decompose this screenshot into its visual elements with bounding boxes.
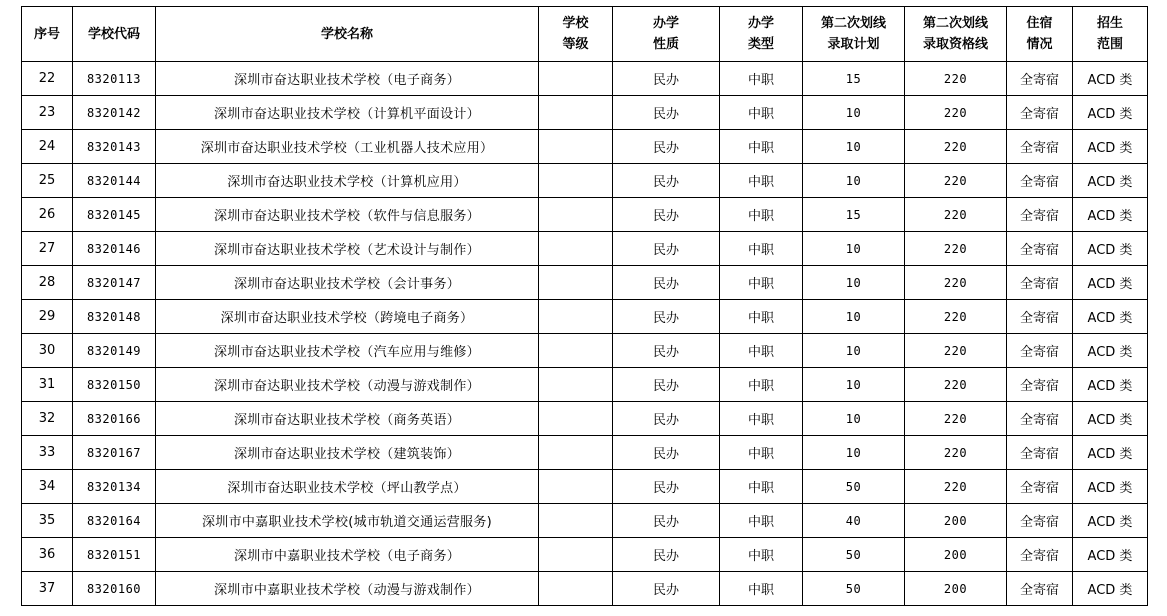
- header-code: 学校代码: [73, 7, 156, 62]
- cell-code: 8320147: [73, 266, 156, 300]
- cell-type: 中职: [720, 62, 803, 96]
- cell-line: 200: [905, 504, 1007, 538]
- cell-name: 深圳市奋达职业技术学校（汽车应用与维修）: [156, 334, 539, 368]
- cell-code: 8320134: [73, 470, 156, 504]
- cell-code: 8320164: [73, 504, 156, 538]
- cell-grade: [539, 232, 613, 266]
- cell-plan: 10: [803, 130, 905, 164]
- admission-table: [21, 6, 1148, 606]
- cell-grade: [539, 402, 613, 436]
- cell-line: 220: [905, 266, 1007, 300]
- cell-nature: 民办: [613, 402, 720, 436]
- cell-code: 8320148: [73, 300, 156, 334]
- cell-grade: [539, 436, 613, 470]
- cell-plan: 10: [803, 436, 905, 470]
- cell-board: 全寄宿: [1007, 334, 1073, 368]
- cell-name: 深圳市中嘉职业技术学校(城市轨道交通运营服务): [156, 504, 539, 538]
- cell-type: 中职: [720, 504, 803, 538]
- table-row: [22, 62, 1148, 96]
- cell-name: 深圳市奋达职业技术学校（艺术设计与制作）: [156, 232, 539, 266]
- cell-board: 全寄宿: [1007, 300, 1073, 334]
- cell-scope: ACD 类: [1073, 130, 1148, 164]
- cell-type: 中职: [720, 300, 803, 334]
- table-row: [22, 130, 1148, 164]
- cell-line: 220: [905, 470, 1007, 504]
- cell-line: 220: [905, 164, 1007, 198]
- cell-scope: ACD 类: [1073, 504, 1148, 538]
- header-type: 办学 类型: [720, 7, 803, 62]
- cell-grade: [539, 96, 613, 130]
- cell-grade: [539, 572, 613, 606]
- cell-plan: 40: [803, 504, 905, 538]
- cell-board: 全寄宿: [1007, 232, 1073, 266]
- cell-line: 220: [905, 300, 1007, 334]
- cell-seq: 36: [22, 538, 73, 572]
- cell-seq: 24: [22, 130, 73, 164]
- cell-line: 220: [905, 368, 1007, 402]
- table-header: [22, 7, 1148, 62]
- cell-scope: ACD 类: [1073, 538, 1148, 572]
- cell-nature: 民办: [613, 300, 720, 334]
- cell-code: 8320150: [73, 368, 156, 402]
- cell-name: 深圳市奋达职业技术学校（软件与信息服务）: [156, 198, 539, 232]
- cell-line: 200: [905, 538, 1007, 572]
- header-scope: 招生 范围: [1073, 7, 1148, 62]
- cell-grade: [539, 266, 613, 300]
- cell-scope: ACD 类: [1073, 164, 1148, 198]
- cell-scope: ACD 类: [1073, 266, 1148, 300]
- cell-type: 中职: [720, 470, 803, 504]
- cell-seq: 34: [22, 470, 73, 504]
- cell-seq: 23: [22, 96, 73, 130]
- cell-nature: 民办: [613, 164, 720, 198]
- cell-nature: 民办: [613, 130, 720, 164]
- table-row: [22, 334, 1148, 368]
- cell-grade: [539, 368, 613, 402]
- table-row: [22, 538, 1148, 572]
- cell-code: 8320151: [73, 538, 156, 572]
- cell-seq: 31: [22, 368, 73, 402]
- cell-line: 200: [905, 572, 1007, 606]
- cell-nature: 民办: [613, 198, 720, 232]
- cell-line: 220: [905, 96, 1007, 130]
- cell-seq: 35: [22, 504, 73, 538]
- header-nature: 办学 性质: [613, 7, 720, 62]
- cell-seq: 29: [22, 300, 73, 334]
- cell-plan: 15: [803, 62, 905, 96]
- table-row: [22, 436, 1148, 470]
- cell-nature: 民办: [613, 572, 720, 606]
- cell-code: 8320142: [73, 96, 156, 130]
- cell-scope: ACD 类: [1073, 334, 1148, 368]
- cell-nature: 民办: [613, 538, 720, 572]
- header-line: 第二次划线 录取资格线: [905, 7, 1007, 62]
- cell-grade: [539, 300, 613, 334]
- cell-code: 8320113: [73, 62, 156, 96]
- cell-plan: 10: [803, 96, 905, 130]
- cell-plan: 15: [803, 198, 905, 232]
- header-name: 学校名称: [156, 7, 539, 62]
- cell-code: 8320167: [73, 436, 156, 470]
- table-body: [22, 62, 1148, 606]
- table-row: [22, 300, 1148, 334]
- cell-plan: 10: [803, 164, 905, 198]
- cell-grade: [539, 470, 613, 504]
- table-row: [22, 470, 1148, 504]
- cell-line: 220: [905, 232, 1007, 266]
- cell-scope: ACD 类: [1073, 436, 1148, 470]
- cell-code: 8320145: [73, 198, 156, 232]
- cell-grade: [539, 164, 613, 198]
- cell-seq: 37: [22, 572, 73, 606]
- cell-name: 深圳市奋达职业技术学校（电子商务）: [156, 62, 539, 96]
- cell-seq: 22: [22, 62, 73, 96]
- cell-scope: ACD 类: [1073, 300, 1148, 334]
- table-row: [22, 198, 1148, 232]
- cell-code: 8320149: [73, 334, 156, 368]
- cell-type: 中职: [720, 572, 803, 606]
- cell-seq: 30: [22, 334, 73, 368]
- cell-grade: [539, 130, 613, 164]
- cell-board: 全寄宿: [1007, 198, 1073, 232]
- cell-name: 深圳市奋达职业技术学校（商务英语）: [156, 402, 539, 436]
- cell-nature: 民办: [613, 96, 720, 130]
- cell-plan: 10: [803, 232, 905, 266]
- cell-scope: ACD 类: [1073, 232, 1148, 266]
- admission-table-wrapper: [21, 6, 1148, 606]
- cell-type: 中职: [720, 436, 803, 470]
- table-row: [22, 572, 1148, 606]
- cell-seq: 32: [22, 402, 73, 436]
- cell-seq: 28: [22, 266, 73, 300]
- cell-name: 深圳市奋达职业技术学校（计算机平面设计）: [156, 96, 539, 130]
- cell-type: 中职: [720, 402, 803, 436]
- cell-type: 中职: [720, 164, 803, 198]
- cell-code: 8320166: [73, 402, 156, 436]
- cell-scope: ACD 类: [1073, 96, 1148, 130]
- table-row: [22, 368, 1148, 402]
- cell-nature: 民办: [613, 368, 720, 402]
- cell-board: 全寄宿: [1007, 402, 1073, 436]
- table-row: [22, 96, 1148, 130]
- cell-code: 8320143: [73, 130, 156, 164]
- cell-scope: ACD 类: [1073, 198, 1148, 232]
- cell-code: 8320146: [73, 232, 156, 266]
- cell-type: 中职: [720, 96, 803, 130]
- table-row: [22, 232, 1148, 266]
- cell-board: 全寄宿: [1007, 96, 1073, 130]
- header-grade: 学校 等级: [539, 7, 613, 62]
- cell-grade: [539, 198, 613, 232]
- cell-line: 220: [905, 130, 1007, 164]
- cell-seq: 33: [22, 436, 73, 470]
- header-seq: 序号: [22, 7, 73, 62]
- cell-line: 220: [905, 334, 1007, 368]
- cell-line: 220: [905, 436, 1007, 470]
- cell-name: 深圳市奋达职业技术学校（坪山教学点）: [156, 470, 539, 504]
- cell-nature: 民办: [613, 232, 720, 266]
- cell-board: 全寄宿: [1007, 164, 1073, 198]
- cell-seq: 27: [22, 232, 73, 266]
- cell-name: 深圳市中嘉职业技术学校（动漫与游戏制作）: [156, 572, 539, 606]
- cell-plan: 50: [803, 572, 905, 606]
- header-plan: 第二次划线 录取计划: [803, 7, 905, 62]
- cell-scope: ACD 类: [1073, 402, 1148, 436]
- cell-name: 深圳市奋达职业技术学校（建筑装饰）: [156, 436, 539, 470]
- cell-scope: ACD 类: [1073, 368, 1148, 402]
- cell-line: 220: [905, 62, 1007, 96]
- cell-plan: 50: [803, 470, 905, 504]
- cell-name: 深圳市奋达职业技术学校（计算机应用）: [156, 164, 539, 198]
- cell-type: 中职: [720, 130, 803, 164]
- header-row: [22, 7, 1148, 62]
- cell-scope: ACD 类: [1073, 572, 1148, 606]
- cell-board: 全寄宿: [1007, 470, 1073, 504]
- cell-grade: [539, 62, 613, 96]
- cell-type: 中职: [720, 266, 803, 300]
- cell-nature: 民办: [613, 334, 720, 368]
- cell-board: 全寄宿: [1007, 436, 1073, 470]
- cell-name: 深圳市奋达职业技术学校（会计事务）: [156, 266, 539, 300]
- cell-board: 全寄宿: [1007, 504, 1073, 538]
- cell-nature: 民办: [613, 504, 720, 538]
- table-row: [22, 164, 1148, 198]
- cell-nature: 民办: [613, 62, 720, 96]
- cell-type: 中职: [720, 368, 803, 402]
- cell-seq: 25: [22, 164, 73, 198]
- cell-name: 深圳市奋达职业技术学校（动漫与游戏制作）: [156, 368, 539, 402]
- cell-name: 深圳市奋达职业技术学校（跨境电子商务）: [156, 300, 539, 334]
- table-row: [22, 504, 1148, 538]
- cell-plan: 10: [803, 334, 905, 368]
- cell-code: 8320160: [73, 572, 156, 606]
- header-board: 住宿 情况: [1007, 7, 1073, 62]
- cell-type: 中职: [720, 538, 803, 572]
- cell-plan: 10: [803, 402, 905, 436]
- cell-name: 深圳市奋达职业技术学校（工业机器人技术应用）: [156, 130, 539, 164]
- cell-line: 220: [905, 402, 1007, 436]
- cell-line: 220: [905, 198, 1007, 232]
- cell-plan: 10: [803, 368, 905, 402]
- cell-scope: ACD 类: [1073, 470, 1148, 504]
- cell-board: 全寄宿: [1007, 368, 1073, 402]
- cell-nature: 民办: [613, 436, 720, 470]
- cell-grade: [539, 538, 613, 572]
- cell-type: 中职: [720, 334, 803, 368]
- cell-grade: [539, 334, 613, 368]
- cell-scope: ACD 类: [1073, 62, 1148, 96]
- cell-type: 中职: [720, 232, 803, 266]
- cell-code: 8320144: [73, 164, 156, 198]
- cell-board: 全寄宿: [1007, 62, 1073, 96]
- cell-nature: 民办: [613, 470, 720, 504]
- table-row: [22, 266, 1148, 300]
- cell-board: 全寄宿: [1007, 538, 1073, 572]
- cell-plan: 10: [803, 266, 905, 300]
- cell-plan: 50: [803, 538, 905, 572]
- cell-board: 全寄宿: [1007, 572, 1073, 606]
- cell-board: 全寄宿: [1007, 130, 1073, 164]
- table-row: [22, 402, 1148, 436]
- cell-grade: [539, 504, 613, 538]
- cell-type: 中职: [720, 198, 803, 232]
- cell-name: 深圳市中嘉职业技术学校（电子商务）: [156, 538, 539, 572]
- cell-nature: 民办: [613, 266, 720, 300]
- cell-seq: 26: [22, 198, 73, 232]
- cell-board: 全寄宿: [1007, 266, 1073, 300]
- cell-plan: 10: [803, 300, 905, 334]
